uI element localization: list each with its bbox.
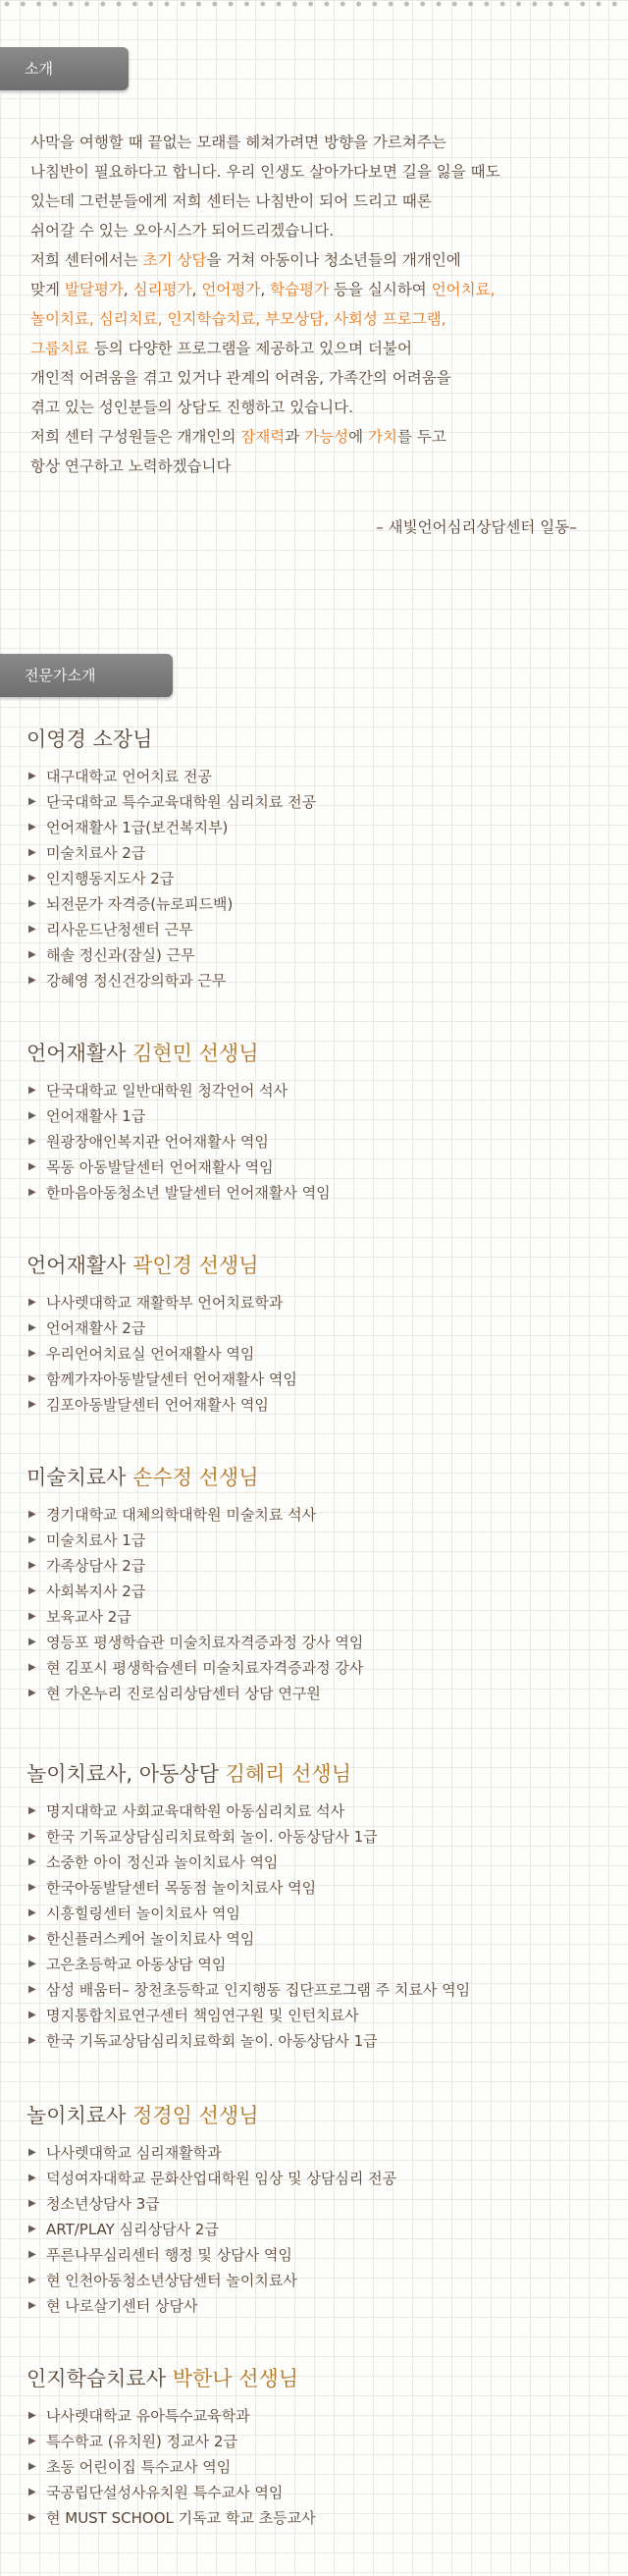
credential-text: 원광장애인복지관 언어재활사 역임	[46, 1133, 269, 1151]
bullet-arrow-icon: ▶	[28, 1856, 36, 1867]
bullet-arrow-icon: ▶	[28, 1611, 36, 1622]
bullet-arrow-icon: ▶	[28, 975, 36, 986]
bullet-arrow-icon: ▶	[28, 2198, 36, 2209]
bullet-arrow-icon: ▶	[28, 1373, 36, 1384]
credential-item	[26, 1553, 605, 1579]
credential-item	[26, 1952, 605, 1977]
intro-text-segment: 저희 센터에서는	[30, 251, 143, 269]
credential-list	[26, 1290, 605, 1418]
intro-text-segment: 겪고 있는 성인분들의 상담도 진행하고 있습니다.	[30, 399, 354, 416]
expert-name: 정경임 선생님	[132, 2104, 259, 2127]
credential-item	[26, 1502, 605, 1528]
credential-item	[26, 2480, 605, 2505]
credential-text: 명지대학교 사회교육대학원 아동심리치료 석사	[46, 1802, 345, 1820]
highlight-text: 심리평가	[132, 281, 192, 298]
bullet-arrow-icon: ▶	[28, 1136, 36, 1147]
expert-profile	[26, 2364, 605, 2531]
intro-text-segment: 개인적 어려움을 겪고 있거나 관계의 어려움, 가족간의 어려움을	[30, 369, 451, 387]
intro-text	[30, 128, 600, 481]
intro-section-tab	[0, 47, 129, 90]
bullet-arrow-icon: ▶	[28, 898, 36, 909]
bullet-arrow-icon: ▶	[28, 2487, 36, 2497]
expert-name: 박한나 선생님	[172, 2367, 299, 2390]
credential-list	[26, 2403, 605, 2531]
experts-section-title: 전문가소개	[25, 667, 96, 684]
bullet-arrow-icon: ▶	[28, 847, 36, 858]
bullet-arrow-icon: ▶	[28, 2224, 36, 2234]
credential-text: 목동 아동발달센터 언어재활사 역임	[46, 1158, 274, 1176]
credential-text: 시흥힐링센터 놀이치료사 역임	[46, 1905, 240, 1922]
credential-item	[26, 815, 605, 840]
credential-text: 덕성여자대학교 문화산업대학원 임상 및 상담심리 전공	[46, 2170, 397, 2187]
intro-text-segment: 나침반이 필요하다고 합니다. 우리 인생도 살아가다보면 길을 잃을 때도	[30, 163, 500, 181]
credential-list	[26, 1502, 605, 1706]
credential-list	[26, 764, 605, 993]
expert-title	[26, 1251, 605, 1280]
bullet-arrow-icon: ▶	[28, 1322, 36, 1333]
intro-text-segment: ,	[191, 281, 202, 298]
intro-line	[30, 128, 600, 157]
credential-item	[26, 1681, 605, 1706]
credential-text: 초동 어린이집 특수교사 역임	[46, 2458, 232, 2476]
bullet-arrow-icon: ▶	[28, 1085, 36, 1096]
credential-text: 언어재활사 1급(보건복지부)	[46, 819, 229, 836]
credential-text: 인지행동지도사 2급	[46, 870, 175, 887]
credential-item	[26, 1579, 605, 1604]
bullet-arrow-icon: ▶	[28, 1110, 36, 1121]
intro-text-segment: 에	[348, 428, 369, 446]
bullet-arrow-icon: ▶	[28, 1637, 36, 1647]
credential-item	[26, 1926, 605, 1952]
credential-item	[26, 968, 605, 993]
intro-text-segment: ,	[123, 281, 133, 298]
bullet-arrow-icon: ▶	[28, 1399, 36, 1410]
bullet-arrow-icon: ▶	[28, 1560, 36, 1571]
credential-item	[26, 2140, 605, 2166]
credential-text: 영등포 평생학습관 미술치료자격증과정 강사 역임	[46, 1634, 364, 1651]
bullet-arrow-icon: ▶	[28, 822, 36, 832]
credential-text: 나사렛대학교 유아특수교육학과	[46, 2407, 250, 2425]
intro-line	[30, 245, 600, 275]
credential-text: 한국 기독교상담심리치료학회 놀이. 아동상담사 1급	[46, 1828, 378, 1846]
credential-item	[26, 1824, 605, 1850]
credential-text: 푸른나무심리센터 행정 및 상담사 역임	[46, 2246, 292, 2264]
bullet-arrow-icon: ▶	[28, 1805, 36, 1816]
highlight-text: 초기 상담	[142, 251, 207, 269]
credential-text: 김포아동발달센터 언어재활사 역임	[46, 1396, 269, 1414]
bullet-arrow-icon: ▶	[28, 1161, 36, 1172]
credential-text: 한국 기독교상담심리치료학회 놀이. 아동상담사 1급	[46, 2032, 378, 2050]
credential-item	[26, 1103, 605, 1129]
credential-item	[26, 2429, 605, 2454]
credential-text: 사회복지사 2급	[46, 1583, 146, 1600]
bullet-arrow-icon: ▶	[28, 2410, 36, 2421]
bullet-arrow-icon: ▶	[28, 1348, 36, 1359]
credential-text: 명지통합치료연구센터 책임연구원 및 인턴치료사	[46, 2007, 359, 2024]
credential-item	[26, 1290, 605, 1315]
expert-role: 미술치료사	[26, 1466, 133, 1489]
credential-item	[26, 1850, 605, 1875]
credential-item	[26, 1315, 605, 1341]
credential-item	[26, 2191, 605, 2217]
expert-name: 손수정 선생님	[132, 1466, 259, 1489]
credential-item	[26, 2403, 605, 2429]
credential-text: 단국대학교 일반대학원 청각언어 석사	[46, 1082, 288, 1100]
bullet-arrow-icon: ▶	[28, 924, 36, 935]
credential-item	[26, 1604, 605, 1630]
bullet-arrow-icon: ▶	[28, 1688, 36, 1698]
expert-title	[26, 1463, 605, 1492]
expert-name: 곽인경 선생님	[132, 1254, 259, 1277]
credential-item	[26, 2028, 605, 2054]
bullet-arrow-icon: ▶	[28, 1187, 36, 1198]
bullet-arrow-icon: ▶	[28, 2275, 36, 2285]
expert-profile	[26, 2101, 605, 2319]
expert-profile	[26, 1039, 605, 1206]
bullet-arrow-icon: ▶	[28, 1534, 36, 1545]
intro-line	[30, 422, 600, 452]
bullet-arrow-icon: ▶	[28, 2300, 36, 2311]
credential-item	[26, 2505, 605, 2531]
credential-text: 현 MUST SCHOOL 기독교 학교 초등교사	[46, 2509, 316, 2527]
bullet-arrow-icon: ▶	[28, 2035, 36, 2046]
highlight-text: 놀이치료, 심리치료, 인지학습치료, 부모상담, 사회성 프로그램,	[30, 310, 446, 328]
highlight-text: 언어치료,	[431, 281, 496, 298]
credential-item	[26, 2003, 605, 2028]
credential-item	[26, 917, 605, 942]
credential-item	[26, 1129, 605, 1154]
credential-item	[26, 1977, 605, 2003]
intro-line	[30, 216, 600, 245]
bullet-arrow-icon: ▶	[28, 1959, 36, 1969]
credential-item	[26, 1630, 605, 1655]
intro-text-segment: 등의 다양한 프로그램을 제공하고 있으며 더불어	[88, 340, 412, 357]
credential-item	[26, 1367, 605, 1392]
intro-line	[30, 334, 600, 363]
credential-text: 강혜영 정신건강의학과 근무	[46, 972, 227, 990]
bullet-arrow-icon: ▶	[28, 1297, 36, 1308]
expert-title	[26, 2364, 605, 2393]
intro-text-segment: 맞게	[30, 281, 65, 298]
credential-list	[26, 1798, 605, 2054]
credential-item	[26, 1180, 605, 1206]
intro-text-segment: 을 거쳐 아동이나 청소년들의 개개인에	[206, 251, 461, 269]
bullet-arrow-icon: ▶	[28, 1907, 36, 1918]
credential-text: 보육교사 2급	[46, 1608, 131, 1626]
credential-item	[26, 2242, 605, 2268]
credential-item	[26, 1655, 605, 1681]
credential-text: 국공립단설성사유치원 특수교사 역임	[46, 2484, 284, 2501]
intro-line	[30, 275, 600, 304]
credential-text: 가족상담사 2급	[46, 1557, 146, 1575]
credential-text: 현 나로살기센터 상담사	[46, 2297, 198, 2315]
credential-item	[26, 1078, 605, 1103]
bullet-arrow-icon: ▶	[28, 1585, 36, 1596]
intro-text-segment: ,	[260, 281, 271, 298]
credential-text: 해솔 정신과(잠실) 근무	[46, 946, 195, 964]
credential-text: 현 김포시 평생학습센터 미술치료자격증과정 강사	[46, 1659, 364, 1677]
bullet-arrow-icon: ▶	[28, 1509, 36, 1520]
expert-role: 언어재활사	[26, 1042, 133, 1065]
credential-text: 고은초등학교 아동상담 역임	[46, 1956, 227, 1973]
expert-role: 놀이치료사	[26, 2104, 133, 2127]
credential-text: 언어재활사 2급	[46, 1319, 146, 1337]
credential-text: 미술치료사 1급	[46, 1531, 146, 1549]
credential-text: 소중한 아이 정신과 놀이치료사 역임	[46, 1853, 279, 1871]
credential-item	[26, 942, 605, 968]
credential-item	[26, 2166, 605, 2191]
intro-section-title: 소개	[25, 60, 53, 78]
credential-list	[26, 2140, 605, 2319]
credential-text: 청소년상담사 3급	[46, 2195, 160, 2213]
credential-text: 경기대학교 대체의학대학원 미술치료 석사	[46, 1506, 317, 1524]
credential-item	[26, 1798, 605, 1824]
expert-role: 인지학습치료사	[26, 2367, 173, 2390]
credential-item	[26, 1154, 605, 1180]
credential-text: 리사운드난청센터 근무	[46, 921, 193, 939]
credential-text: 함께가자아동발달센터 언어재활사 역임	[46, 1370, 297, 1388]
expert-title	[26, 724, 605, 754]
bullet-arrow-icon: ▶	[28, 1882, 36, 1893]
experts-section-tab	[0, 654, 173, 697]
credential-list	[26, 1078, 605, 1206]
credential-text: 대구대학교 언어치료 전공	[46, 768, 212, 785]
expert-profile	[26, 724, 605, 993]
intro-line	[30, 393, 600, 422]
credential-text: 한국아동발달센터 목동점 놀이치료사 역임	[46, 1879, 317, 1897]
bullet-arrow-icon: ▶	[28, 949, 36, 960]
intro-text-segment: 사막을 여행할 때 끝없는 모래를 헤쳐가려면 방향을 가르쳐주는	[30, 134, 446, 151]
credential-item	[26, 1392, 605, 1418]
credential-item	[26, 1901, 605, 1926]
bullet-arrow-icon: ▶	[28, 2436, 36, 2446]
intro-text-segment: 등을 실시하여	[329, 281, 432, 298]
credential-text: 특수학교 (유치원) 정교사 2급	[46, 2433, 237, 2450]
credential-text: 우리언어치료실 언어재활사 역임	[46, 1345, 255, 1363]
credential-text: 나사렛대학교 재활학부 언어치료학과	[46, 1294, 284, 1312]
intro-text-segment: 항상 연구하고 노력하겠습니다	[30, 457, 232, 475]
expert-profile	[26, 1251, 605, 1418]
expert-profile	[26, 1463, 605, 1706]
credential-text: 나사렛대학교 심리재활학과	[46, 2144, 222, 2162]
bullet-arrow-icon: ▶	[28, 1662, 36, 1673]
intro-text-segment: 쉬어갈 수 있는 오아시스가 되어드리겠습니다.	[30, 222, 335, 240]
intro-line	[30, 304, 600, 334]
expert-name: 김혜리 선생님	[225, 1762, 352, 1786]
bullet-arrow-icon: ▶	[28, 2249, 36, 2260]
credential-item	[26, 2454, 605, 2480]
credential-item	[26, 2293, 605, 2319]
intro-text-segment: 있는데 그런분들에게 저희 센터는 나침반이 되어 드리고 때론	[30, 192, 432, 210]
expert-role: 이영경 소장님	[26, 727, 153, 751]
credential-text: 삼성 배움터– 창천초등학교 인지행동 집단프로그램 주 치료사 역임	[46, 1981, 471, 1999]
credential-item	[26, 840, 605, 866]
bullet-arrow-icon: ▶	[28, 1933, 36, 1944]
highlight-text: 잠재력	[240, 428, 286, 446]
highlight-text: 가치	[368, 428, 397, 446]
bullet-arrow-icon: ▶	[28, 1984, 36, 1995]
bullet-arrow-icon: ▶	[28, 2512, 36, 2523]
highlight-text: 언어평가	[201, 281, 261, 298]
intro-text-segment: 저희 센터 구성원들은 개개인의	[30, 428, 241, 446]
credential-text: 현 인천아동청소년상담센터 놀이치료사	[46, 2272, 297, 2289]
bullet-arrow-icon: ▶	[28, 873, 36, 884]
signature: – 새빛언어심리상담센터 일동–	[375, 518, 577, 536]
expert-name: 김현민 선생님	[132, 1042, 259, 1065]
highlight-text: 학습평가	[270, 281, 330, 298]
spiral-binding	[0, 0, 628, 18]
bullet-arrow-icon: ▶	[28, 796, 36, 807]
credential-text: 단국대학교 특수교육대학원 심리치료 전공	[46, 793, 317, 811]
credential-item	[26, 1341, 605, 1367]
bullet-arrow-icon: ▶	[28, 2173, 36, 2183]
bullet-arrow-icon: ▶	[28, 2147, 36, 2158]
credential-text: 언어재활사 1급	[46, 1107, 146, 1125]
credential-item	[26, 764, 605, 789]
expert-title	[26, 1759, 605, 1789]
credential-text: 미술치료사 2급	[46, 844, 146, 862]
expert-profile	[26, 1759, 605, 2054]
credential-text: ART/PLAY 심리상담사 2급	[46, 2221, 219, 2238]
expert-role: 언어재활사	[26, 1254, 133, 1277]
credential-item	[26, 789, 605, 815]
bullet-arrow-icon: ▶	[28, 2461, 36, 2472]
intro-line	[30, 187, 600, 216]
credential-item	[26, 1528, 605, 1553]
highlight-text: 가능성	[304, 428, 349, 446]
credential-item	[26, 1875, 605, 1901]
bullet-arrow-icon: ▶	[28, 2010, 36, 2020]
intro-line	[30, 452, 600, 481]
expert-role: 놀이치료사, 아동상담	[26, 1762, 226, 1786]
bullet-arrow-icon: ▶	[28, 1831, 36, 1842]
highlight-text: 그룹치료	[30, 340, 89, 357]
credential-text: 한신플러스케어 놀이치료사 역임	[46, 1930, 255, 1948]
bullet-arrow-icon: ▶	[28, 771, 36, 781]
credential-text: 한마음아동청소년 발달센터 언어재활사 역임	[46, 1184, 331, 1202]
highlight-text: 발달평가	[64, 281, 124, 298]
credential-text: 뇌전문가 자격증(뉴로피드백)	[46, 895, 234, 913]
intro-line	[30, 363, 600, 393]
credential-item	[26, 2268, 605, 2293]
expert-title	[26, 1039, 605, 1068]
intro-text-segment: 를 두고	[396, 428, 446, 446]
credential-item	[26, 2217, 605, 2242]
expert-title	[26, 2101, 605, 2130]
credential-item	[26, 891, 605, 917]
intro-line	[30, 157, 600, 187]
credential-item	[26, 866, 605, 891]
credential-text: 현 가온누리 진로심리상담센터 상담 연구원	[46, 1685, 321, 1702]
intro-text-segment: 과	[285, 428, 305, 446]
